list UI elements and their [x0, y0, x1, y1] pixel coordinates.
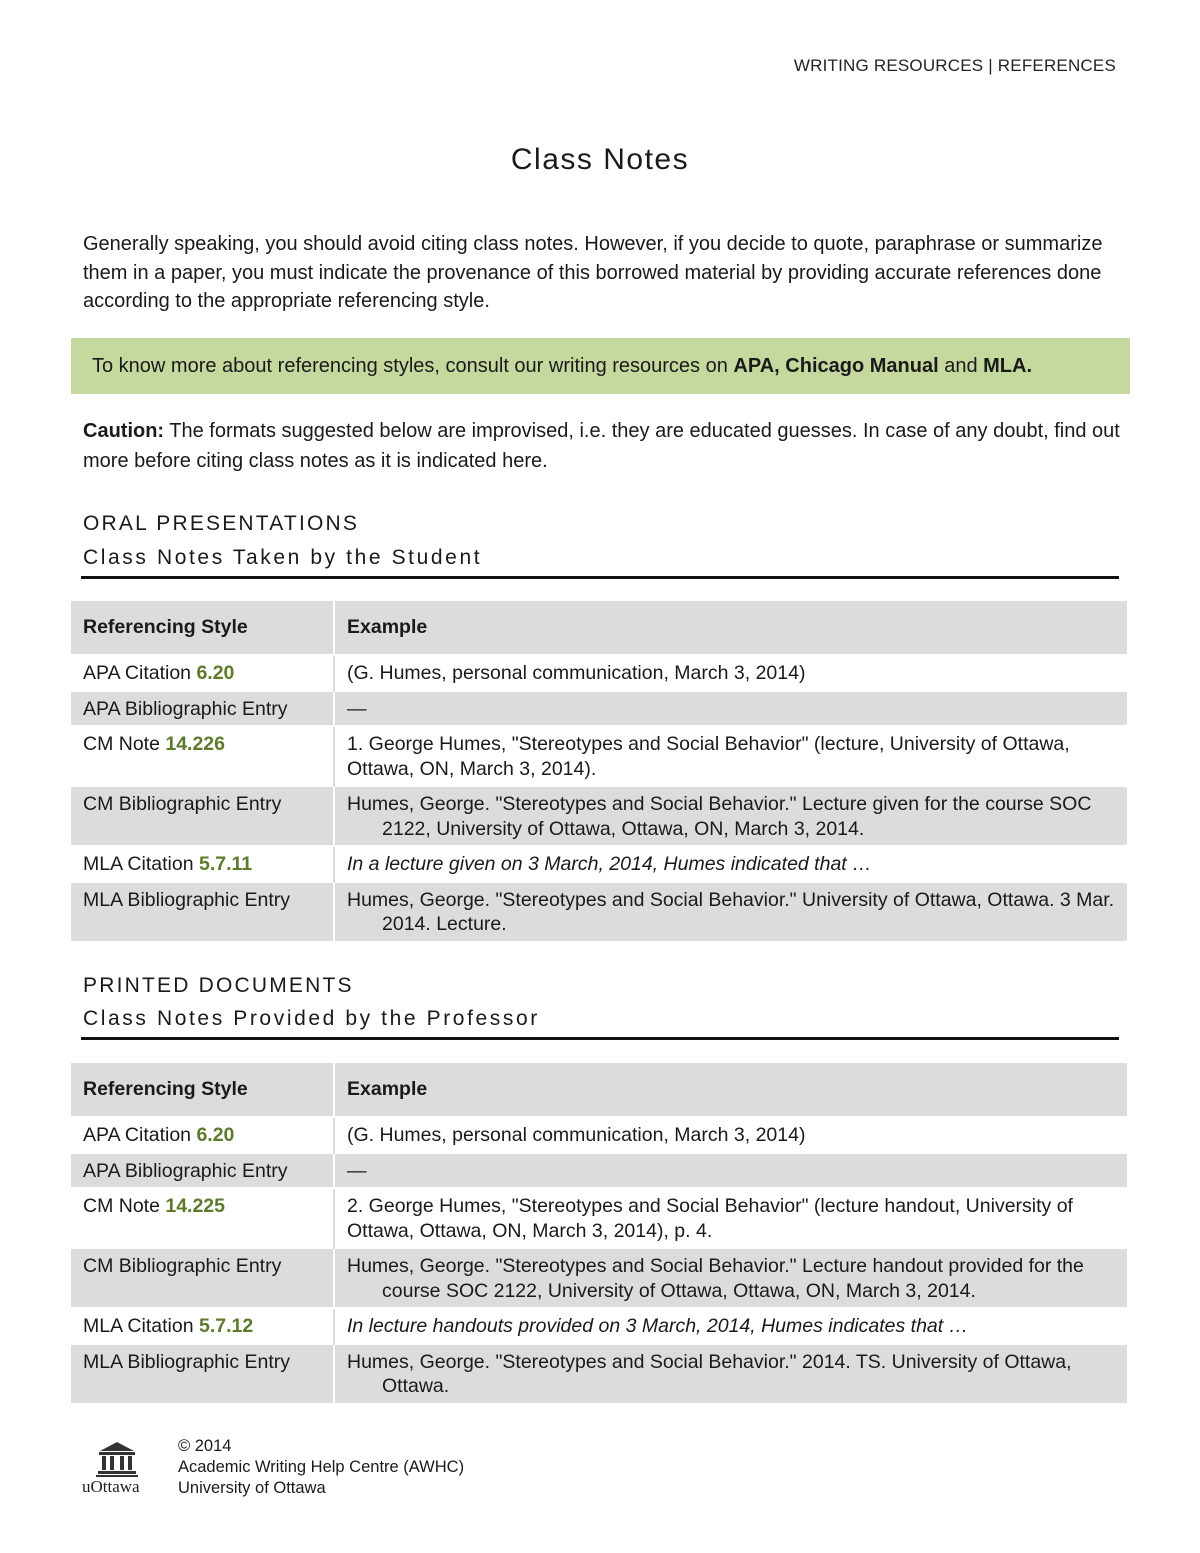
- footer-university: University of Ottawa: [178, 1479, 326, 1497]
- page-title: Class Notes: [510, 143, 690, 176]
- table-header-row: [71, 1063, 1127, 1117]
- example-cell: (G. Humes, personal communication, March 3, 2014): [334, 1117, 1127, 1153]
- footer-centre: Academic Writing Help Centre (AWHC): [178, 1458, 465, 1476]
- footer-credits: [178, 1436, 464, 1499]
- callout-sep: ,: [774, 355, 786, 377]
- style-label: CM Bibliographic Entry: [83, 793, 282, 815]
- section-subheading-oral: Class Notes Taken by the Student: [83, 546, 483, 569]
- style-cell: [71, 846, 334, 882]
- table-row: [71, 1308, 1127, 1344]
- example-cell: [334, 786, 1127, 846]
- example-cell: —: [334, 691, 1127, 727]
- column-header-example: Example: [334, 1063, 1127, 1117]
- example-cell: 1. George Humes, "Stereotypes and Social Behavior" (lecture, University of Ottawa, Ottawa, ON, March 3, 2014).: [334, 726, 1127, 786]
- example-cell: [334, 882, 1127, 942]
- caution-text: The formats suggested below are improvised, i.e. they are educated guesses. In case of any doubt, find out more before citing class notes as it is indicated here.: [83, 420, 1120, 472]
- section-heading-oral: ORAL PRESENTATIONS: [83, 512, 360, 535]
- style-label: MLA Citation: [83, 1315, 199, 1337]
- style-cell: [71, 882, 334, 942]
- table-row: [71, 1248, 1127, 1308]
- example-text: Humes, George. "Stereotypes and Social Behavior." 2014. TS. University of Ottawa, Ottawa.: [347, 1350, 1072, 1397]
- section-number-link[interactable]: 6.20: [196, 662, 235, 684]
- style-cell: [71, 1308, 334, 1344]
- mla-link[interactable]: MLA.: [983, 355, 1033, 377]
- example-cell: 2. George Humes, "Stereotypes and Social Behavior" (lecture handout, University of Ottawa, Ottawa, ON, March 3, 2014), p. 4.: [334, 1188, 1127, 1248]
- example-cell: (G. Humes, personal communication, March 3, 2014): [334, 655, 1127, 691]
- referencing-callout: [71, 338, 1130, 394]
- table-header-row: [71, 601, 1127, 655]
- style-cell: [71, 1153, 334, 1189]
- example-text: Humes, George. "Stereotypes and Social Behavior." Lecture given for the course SOC 2122, University of Ottawa, Ottawa, ON, March 3, 2014.: [347, 793, 1092, 840]
- example-text: Humes, George. "Stereotypes and Social Behavior." University of Ottawa, Ottawa. 3 Mar. 2014. Lecture.: [347, 888, 1115, 935]
- example-cell: [334, 1248, 1127, 1308]
- table-row: [71, 691, 1127, 727]
- example-cell: In lecture handouts provided on 3 March, 2014, Humes indicates that …: [334, 1308, 1127, 1344]
- intro-paragraph: Generally speaking, you should avoid citing class notes. However, if you decide to quote, paraphrase or summarize them in a paper, you must indicate the provenance of this borrowed material by providing accurate references done according to the appropriate referencing style.: [83, 233, 1103, 312]
- section-number-link[interactable]: 5.7.12: [198, 1315, 254, 1337]
- caution-label: Caution:: [83, 420, 165, 442]
- section-number-link[interactable]: 14.226: [165, 733, 226, 755]
- style-cell: [71, 1248, 334, 1308]
- table-row: [71, 726, 1127, 786]
- table-row: [71, 1153, 1127, 1189]
- style-label: APA Citation: [83, 1124, 197, 1146]
- table-row: [71, 786, 1127, 846]
- reference-table-oral: [71, 601, 1127, 943]
- uottawa-logo-text: uOttawa: [82, 1477, 140, 1496]
- style-label: APA Bibliographic Entry: [83, 1159, 288, 1182]
- section-number-link[interactable]: 6.20: [196, 1124, 235, 1146]
- example-cell: In a lecture given on 3 March, 2014, Humes indicated that …: [334, 846, 1127, 882]
- style-label: APA Citation: [83, 662, 197, 684]
- style-cell: [71, 691, 334, 727]
- example-cell: [334, 1344, 1127, 1404]
- style-label: CM Note: [83, 733, 166, 755]
- column-header-style: Referencing Style: [71, 601, 334, 655]
- callout-and: and: [938, 355, 984, 377]
- style-cell: [71, 1344, 334, 1404]
- column-header-example: Example: [334, 601, 1127, 655]
- reference-table-printed: [71, 1063, 1127, 1405]
- callout-text: To know more about referencing styles, consult our writing resources on: [92, 355, 734, 377]
- caution-paragraph: [83, 416, 1123, 476]
- section-heading-printed: PRINTED DOCUMENTS: [83, 974, 354, 997]
- table-row: [71, 1344, 1127, 1404]
- section-rule: [81, 1037, 1119, 1040]
- section-subheading-printed: Class Notes Provided by the Professor: [83, 1007, 540, 1030]
- section-rule: [81, 576, 1119, 579]
- table-row: [71, 1117, 1127, 1153]
- style-cell: [71, 786, 334, 846]
- chicago-link[interactable]: Chicago Manual: [785, 355, 939, 377]
- table-row: [71, 1188, 1127, 1248]
- style-label: CM Note: [83, 1195, 166, 1217]
- example-cell: —: [334, 1153, 1127, 1189]
- section-number-link[interactable]: 5.7.11: [198, 853, 253, 875]
- apa-link[interactable]: APA: [733, 355, 775, 377]
- section-number-link[interactable]: 14.225: [165, 1195, 226, 1217]
- table-row: [71, 655, 1127, 691]
- table-row: [71, 846, 1127, 882]
- style-label: CM Bibliographic Entry: [83, 1255, 282, 1277]
- footer-copyright: © 2014: [178, 1437, 232, 1455]
- style-cell: [71, 1117, 334, 1153]
- style-label: MLA Bibliographic Entry: [83, 1350, 291, 1373]
- page-header-label: WRITING RESOURCES | REFERENCES: [793, 56, 1116, 75]
- style-cell: [71, 1188, 334, 1248]
- example-text: Humes, George. "Stereotypes and Social Behavior." Lecture handout provided for the course SOC 2122, University of Ottawa, Ottawa, ON, March 3, 2014.: [347, 1255, 1084, 1302]
- style-label: MLA Bibliographic Entry: [83, 888, 291, 911]
- column-header-style: Referencing Style: [71, 1063, 334, 1117]
- table-row: [71, 882, 1127, 942]
- style-cell: [71, 726, 334, 786]
- style-label: APA Bibliographic Entry: [83, 697, 288, 720]
- style-label: MLA Citation: [83, 853, 199, 875]
- style-cell: [71, 655, 334, 691]
